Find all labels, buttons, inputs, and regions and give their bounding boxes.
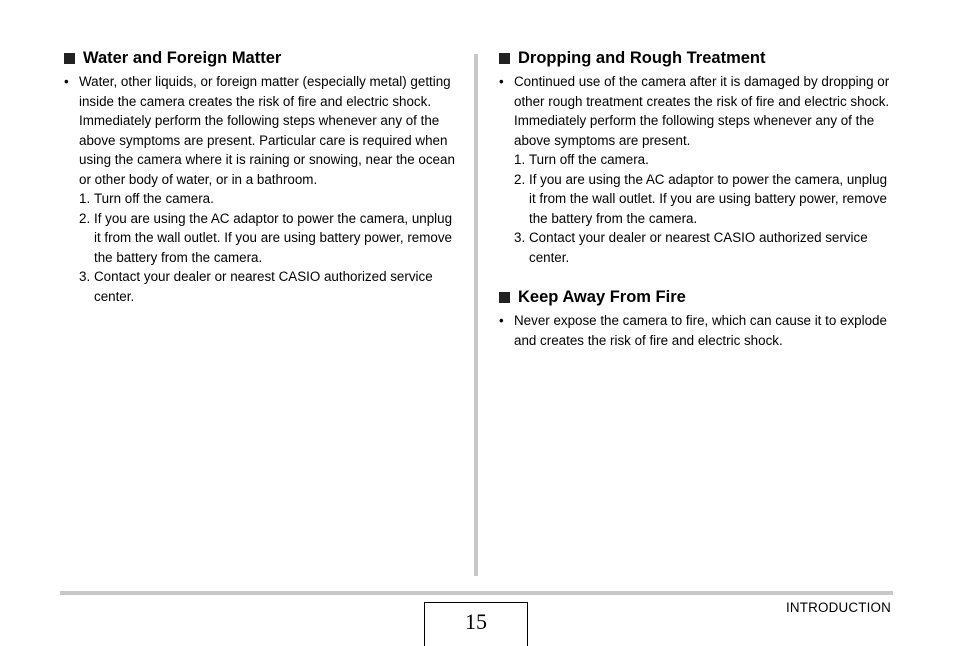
step-text: Turn off the camera. bbox=[529, 152, 649, 167]
step-item bbox=[79, 267, 459, 306]
step-item bbox=[514, 170, 894, 229]
square-bullet-icon bbox=[499, 292, 510, 303]
square-bullet-icon bbox=[64, 53, 75, 64]
step-item bbox=[514, 228, 894, 267]
heading-text: Dropping and Rough Treatment bbox=[518, 48, 766, 67]
bullet-dot: • bbox=[499, 313, 504, 328]
step-item bbox=[79, 209, 459, 268]
page-number: 15 bbox=[424, 602, 528, 646]
bullet-text: Never expose the camera to fire, which can cause it to explode and creates the risk of fire and electric shock. bbox=[514, 313, 887, 348]
step-text: Contact your dealer or nearest CASIO authorized service center. bbox=[94, 269, 433, 304]
step-text: If you are using the AC adaptor to power the camera, unplug it from the wall outlet. If you are using battery power, remove the battery from the camera. bbox=[94, 210, 453, 265]
step-number: 1. bbox=[514, 152, 526, 167]
bullet-text: Water, other liquids, or foreign matter (especially metal) getting inside the camera creates the risk of fire and electric shock. Immediately perform the following steps whenever any of the above symptoms are present. Particular care is required when using the camera where it is raining or snowing, near the ocean or other body of water, or in a bathroom. bbox=[79, 74, 455, 187]
section-heading-dropping bbox=[499, 48, 894, 68]
square-bullet-icon bbox=[499, 53, 510, 64]
step-number: 3. bbox=[514, 230, 526, 245]
step-text: Turn off the camera. bbox=[94, 191, 214, 206]
bullet-paragraph bbox=[499, 72, 894, 150]
step-text: Contact your dealer or nearest CASIO authorized service center. bbox=[529, 230, 868, 265]
step-text: If you are using the AC adaptor to power the camera, unplug it from the wall outlet. If you are using battery power, remove the battery from the camera. bbox=[529, 171, 888, 226]
right-column bbox=[499, 48, 894, 350]
bullet-dot: • bbox=[64, 74, 69, 89]
section-heading-water bbox=[64, 48, 459, 68]
footer-rule bbox=[60, 591, 893, 595]
heading-text: Water and Foreign Matter bbox=[83, 48, 282, 67]
bullet-paragraph bbox=[64, 72, 459, 189]
step-item bbox=[79, 189, 459, 209]
step-number: 2. bbox=[79, 210, 91, 226]
bullet-text: Continued use of the camera after it is damaged by dropping or other rough treatment creates the risk of fire and electric shock. Immediately perform the following steps whenever any of the above symptoms are present. bbox=[514, 74, 890, 148]
section-heading-fire bbox=[499, 287, 894, 307]
section-label: INTRODUCTION bbox=[785, 600, 891, 615]
bullet-paragraph bbox=[499, 311, 894, 350]
steps-list bbox=[499, 150, 894, 267]
column-divider bbox=[474, 54, 478, 576]
step-number: 3. bbox=[79, 269, 91, 284]
bullet-dot: • bbox=[499, 74, 504, 89]
step-number: 2. bbox=[514, 171, 526, 187]
step-item bbox=[514, 150, 894, 170]
heading-text: Keep Away From Fire bbox=[518, 287, 686, 306]
section-spacer bbox=[499, 267, 894, 287]
step-number: 1. bbox=[79, 191, 91, 206]
left-column bbox=[64, 48, 459, 306]
steps-list bbox=[64, 189, 459, 306]
